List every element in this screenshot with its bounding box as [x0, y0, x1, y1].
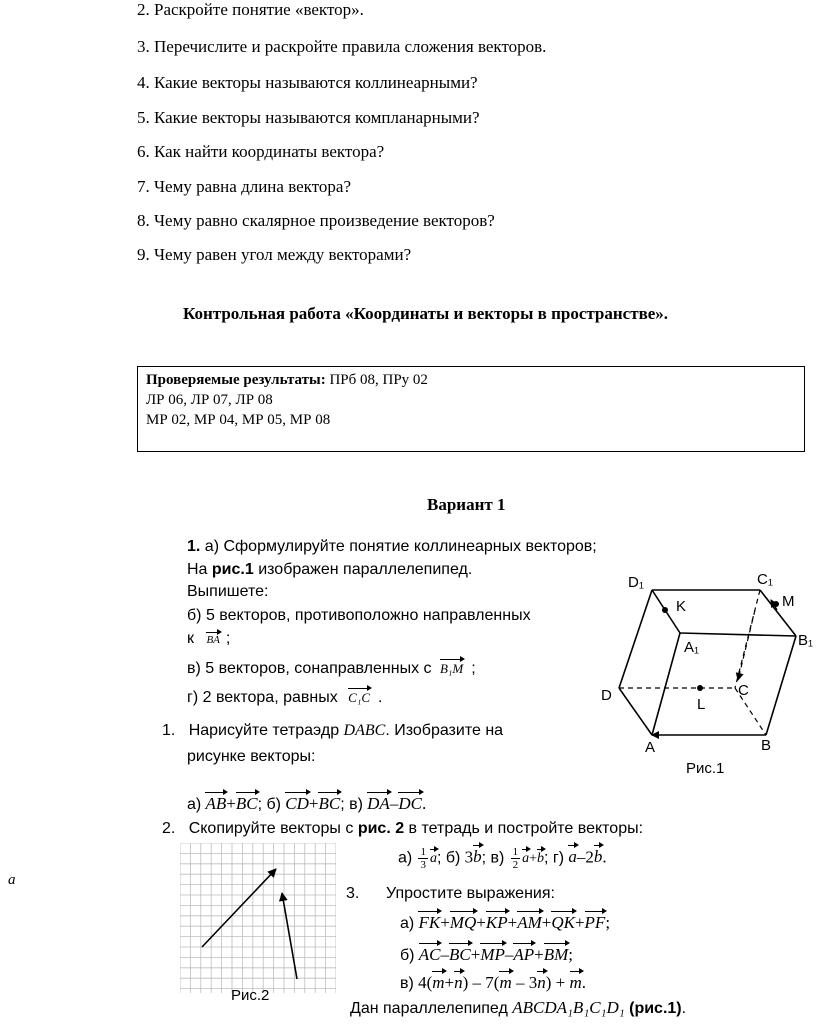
task4-a-semi: ; — [605, 913, 611, 932]
vector-m-2: m — [499, 973, 512, 992]
vector-bc-2: BC — [318, 794, 341, 813]
task1-line2-pre: На — [187, 561, 212, 578]
task1-line-3: Выпишете: — [187, 583, 269, 600]
vector-fk: FK — [418, 913, 441, 932]
task4-b-op-1: – — [440, 945, 449, 964]
task1-line2-bold: рис.1 — [211, 561, 254, 578]
task4-title: Упростите выражения: — [386, 885, 555, 902]
task1-a-text: а) Сформулируйте понятие коллинеарных векторов; — [200, 538, 597, 555]
task4-v-mid: ) — [462, 973, 469, 992]
task3-plus: + — [529, 851, 537, 867]
vector-ap: AP — [513, 945, 535, 964]
task2-line-1 — [162, 722, 503, 740]
vector-b1m: B₁M — [439, 661, 464, 676]
question-2: 2. Раскройте понятие «вектор». — [137, 0, 364, 19]
vector-a-1: a — [429, 851, 437, 867]
edge-d1d — [619, 590, 652, 688]
label-c: C — [738, 682, 749, 699]
task4-b-op-2: + — [470, 945, 481, 964]
task3-three: 3 — [464, 847, 474, 867]
task3-post: в тетрадь и постройте векторы: — [404, 820, 644, 837]
task2-tetra-name: DABC — [343, 722, 386, 739]
task3-line — [162, 820, 643, 838]
question-5: 5. Какие векторы называются компланарными? — [137, 108, 480, 127]
vector-mq: MQ — [449, 913, 477, 932]
task2-b-label: ; б) — [257, 796, 281, 813]
vector-dc: DC — [398, 794, 422, 813]
task4-number: 3. — [346, 885, 360, 902]
task2-a-label: а) — [187, 796, 202, 813]
frac1-den: 3 — [420, 859, 426, 871]
vector-m-1: m — [432, 973, 445, 992]
variant-title: Вариант 1 — [427, 495, 506, 514]
task4-title-line — [346, 885, 555, 903]
vector-am: AM — [517, 913, 542, 932]
task3-g-label: ; г) — [544, 849, 565, 867]
label-k: K — [676, 598, 687, 615]
vector-bc-1: BC — [235, 794, 258, 813]
task1-line-b2 — [187, 630, 230, 648]
test-title: Контрольная работа «Координаты и векторы в пространстве». — [183, 304, 669, 323]
results-line-1 — [146, 372, 428, 389]
task2-vectors — [187, 794, 426, 814]
vector-mp: MP — [480, 945, 505, 964]
vector-a-3: a — [568, 847, 577, 867]
figure-1-parallelepiped — [595, 568, 816, 778]
vector-b-3: b — [593, 847, 603, 867]
task1-b2-text: к — [187, 630, 194, 647]
question-9: 9. Чему равен угол между векторами? — [137, 245, 412, 264]
task4-a-label: а) — [400, 915, 415, 932]
edge-da — [619, 688, 652, 735]
task1-line-v — [187, 660, 476, 678]
task2-v-label: ; в) — [340, 796, 363, 813]
frac2-den: 2 — [512, 859, 519, 871]
task1-v-semi: ; — [471, 660, 476, 677]
task4-b-label: б) — [400, 947, 415, 964]
results-box — [137, 366, 805, 452]
task4-v-seven: – 7( — [468, 973, 500, 992]
vector-m-3: m — [569, 973, 582, 992]
vector-a-2: a — [522, 851, 530, 867]
task2-plus-1: + — [226, 794, 236, 813]
task2-number: 1. — [162, 722, 176, 739]
label-m: M — [782, 593, 795, 610]
task1-line-a — [187, 538, 597, 556]
vector-qk: QK — [551, 913, 575, 932]
vector-c1c-hidden — [738, 610, 755, 680]
task4-line-a — [400, 913, 610, 933]
task3-two: 2 — [585, 847, 594, 867]
task4-v-end: ) + — [545, 973, 570, 992]
question-8: 8. Чему равно скалярное произведение векторов? — [137, 211, 495, 230]
vector-bm: BM — [543, 945, 569, 964]
task3-bold: рис. 2 — [357, 820, 405, 837]
task1-line-b1: б) 5 векторов, противоположно направленных — [187, 607, 531, 624]
task4-v-three: – 3 — [511, 973, 538, 992]
vector-n-2: n — [537, 973, 546, 992]
figure-2-grid — [180, 843, 336, 993]
results-codes-1: ПРб 08, ПРу 02 — [325, 372, 428, 388]
fraction-1-3 — [418, 846, 428, 871]
task4-a-op-5: + — [574, 913, 585, 932]
task1-line-g — [187, 689, 383, 707]
task4-b-semi: ; — [568, 945, 574, 964]
figure-2-caption: Рис.2 — [231, 987, 270, 1004]
task1-b2-semi: ; — [225, 630, 231, 647]
results-line-2: ЛР 06, ЛР 07, ЛР 08 — [146, 392, 273, 408]
fraction-1-2 — [511, 846, 521, 871]
margin-letter: a — [8, 872, 16, 888]
footer-pre: Дан параллелепипед — [350, 1000, 513, 1017]
task1-g-dot: . — [378, 689, 383, 706]
task1-line-2 — [187, 561, 472, 579]
footer-name: ABCDA₁B₁C₁D₁ — [512, 998, 625, 1017]
label-b: B — [761, 737, 772, 754]
point-l — [697, 685, 703, 691]
task4-a-op-1: + — [440, 913, 450, 932]
task2-end: . — [421, 794, 427, 813]
task2-plus-2: + — [308, 794, 319, 813]
footer-end: . — [681, 1000, 687, 1017]
vector-da: DA — [367, 794, 390, 813]
question-3: 3. Перечислите и раскройте правила сложения векторов. — [137, 37, 547, 56]
task3-a-label: а) — [398, 849, 413, 867]
task4-b-op-3: – — [504, 945, 514, 964]
edge-b1b — [766, 636, 796, 735]
task2-line1-text: Нарисуйте тетраэдр — [188, 722, 344, 739]
task3-v-label: ; в) — [481, 849, 505, 867]
task4-b-op-4: + — [534, 945, 544, 964]
task1-v-text: в) 5 векторов, сонаправленных с — [187, 660, 432, 677]
edge-a1a — [652, 633, 680, 735]
question-6: 6. Как найти координаты вектора? — [137, 142, 385, 161]
task3-end: . — [602, 847, 607, 867]
figure-1-caption: Рис.1 — [686, 760, 725, 777]
results-label: Проверяемые результаты: — [146, 372, 326, 388]
label-l: L — [697, 696, 706, 713]
footer-bold: (рис.1) — [624, 1000, 682, 1017]
task4-a-op-2: + — [476, 913, 486, 932]
edge-a1b1 — [680, 633, 796, 636]
vector-cd: CD — [285, 794, 309, 813]
grid-lines — [180, 843, 336, 993]
task4-v-four: 4( — [418, 973, 433, 992]
label-d1: D₁ — [628, 574, 644, 591]
task4-line-v: в) 4(m+n) – 7(m – 3n) + m. — [400, 973, 587, 992]
point-m — [773, 601, 779, 607]
task4-a-op-3: + — [507, 913, 518, 932]
task3-minus: – — [576, 847, 586, 867]
task3-b-label: ; б) — [436, 849, 461, 867]
label-a: A — [645, 739, 656, 756]
task4-a-op-4: + — [541, 913, 552, 932]
results-line-3: МР 02, МР 04, МР 05, МР 08 — [146, 412, 331, 428]
question-7: 7. Чему равна длина вектора? — [137, 177, 351, 196]
footer-line — [350, 998, 686, 1018]
label-c1: C₁ — [757, 571, 773, 588]
vector-c1c: C₁C — [348, 690, 371, 705]
vector-pf: PF — [584, 913, 606, 932]
frac1-num: 1 — [420, 846, 426, 858]
task4-v-dot: . — [581, 973, 587, 992]
vector-bc: BC — [448, 945, 471, 964]
task3-number: 2. — [162, 820, 176, 837]
frac2-num: 1 — [512, 846, 519, 858]
task1-g-text: г) 2 вектора, равных — [187, 689, 338, 706]
task3-vectors — [398, 846, 607, 871]
task1-number: 1. — [187, 538, 201, 555]
point-k — [662, 607, 668, 613]
task2-minus: – — [389, 794, 399, 813]
vector-ba: BA — [206, 634, 220, 646]
task2-line1-end: . Изобразите на — [385, 722, 504, 739]
vector-ac: AC — [418, 945, 441, 964]
vector-b-1: b — [473, 847, 482, 867]
task3-pre: Скопируйте векторы с — [188, 820, 358, 837]
task4-v-label: в) — [400, 975, 414, 992]
vector-a-figure — [202, 869, 276, 947]
question-4: 4. Какие векторы называются коллинеарными? — [137, 73, 478, 92]
vector-b-2: b — [537, 851, 544, 867]
task1-line2-post: изображен параллелепипед. — [253, 561, 473, 578]
task2-line-2: рисунке векторы: — [187, 748, 316, 765]
label-b1: B₁ — [798, 632, 814, 649]
vector-ab: AB — [205, 794, 227, 813]
vector-kp: KP — [485, 913, 508, 932]
vector-n-1: n — [454, 973, 463, 992]
label-a1: A₁ — [684, 639, 700, 656]
task4-line-b — [400, 945, 573, 965]
label-d: D — [601, 687, 612, 704]
